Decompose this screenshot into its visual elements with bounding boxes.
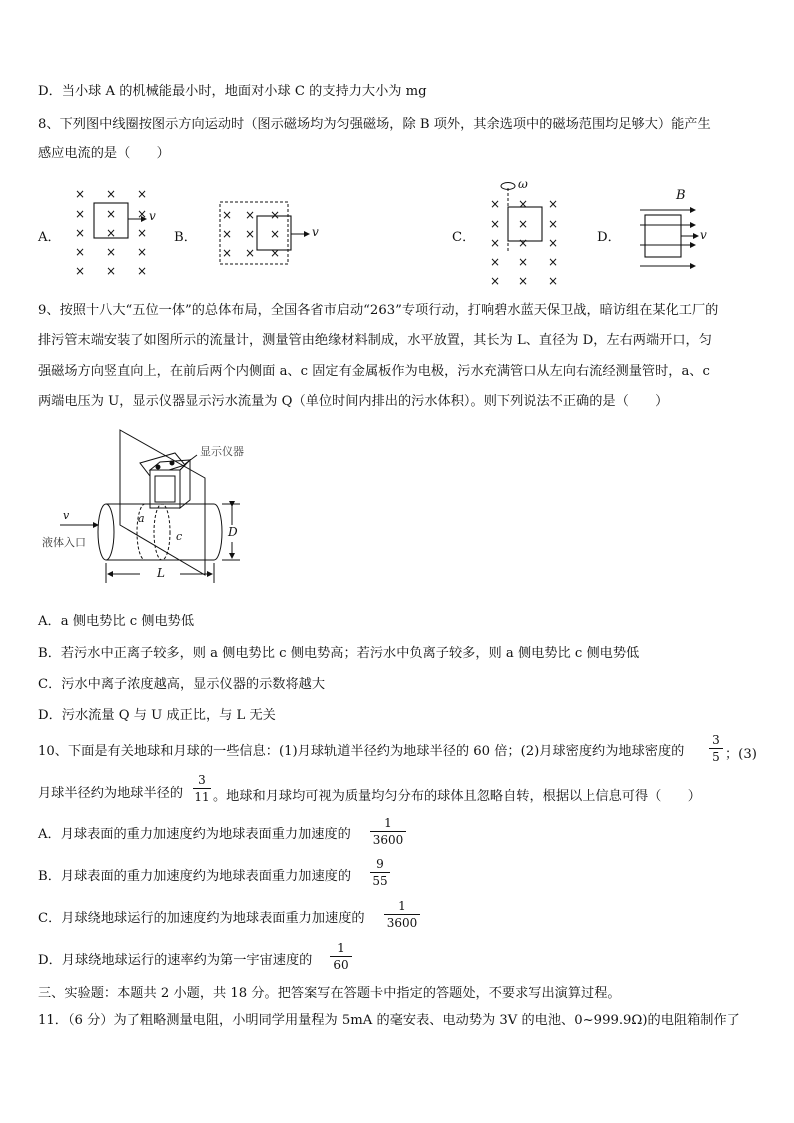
svg-text:×: ×	[106, 226, 117, 240]
q7-option-d: D．当小球 A 的机械能最小时，地面对小球 C 的支持力大小为 mg	[38, 84, 427, 99]
q10-stem-line1-tail: ；(3)	[725, 747, 757, 762]
svg-text:×: ×	[518, 274, 529, 288]
q11-stem-line1: 11．（6 分）为了粗略测量电阻，小明同学用量程为 5mA 的毫安表、电动势为 3V 的电池、0~999.9Ω)的电阻箱制作了	[38, 1013, 740, 1028]
q8-c-omega: ω	[518, 177, 528, 191]
svg-text:×: ×	[106, 264, 117, 278]
svg-text:×: ×	[75, 264, 86, 278]
q8-stem-line1: 8、下列图中线圈按图示方向运动时（图示磁场均为匀强磁场，除 B 项外，其余选项中的磁场范围均足够大）能产生	[38, 117, 711, 132]
svg-text:×: ×	[490, 197, 501, 211]
q8-stem-line2: 感应电流的是（ ）	[38, 146, 170, 161]
q10-stem-line1: 10、下面是有关地球和月球的一些信息：(1)月球轨道半径约为地球半径的 60 倍；(2)月球密度约为地球密度的	[38, 744, 685, 759]
q9-stem-line4: 两端电压为 U，显示仪器显示污水流量为 Q（单位时间内排出的污水体积）。则下列说法不正确的是（ ）	[38, 394, 669, 409]
svg-text:×: ×	[137, 264, 148, 278]
q9-option-c: C．污水中离子浓度越高，显示仪器的示数将越大	[38, 677, 326, 692]
q9-L-label: L	[157, 566, 165, 580]
svg-text:×: ×	[106, 245, 117, 259]
svg-text:×: ×	[490, 236, 501, 250]
q10-option-a: A．月球表面的重力加速度约为地球表面重力加速度的	[38, 827, 351, 842]
q8-a-velocity: v	[149, 209, 156, 223]
q9-a-label: a	[138, 512, 145, 525]
svg-text:×: ×	[518, 217, 529, 231]
svg-text:×: ×	[270, 208, 281, 222]
q9-option-a: A．a 侧电势比 c 侧电势低	[38, 614, 195, 629]
q9-option-d: D．污水流量 Q 与 U 成正比，与 L 无关	[38, 708, 276, 723]
q8-figure-c	[490, 183, 558, 289]
svg-text:×: ×	[490, 217, 501, 231]
q10-option-d: D．月球绕地球运行的速率约为第一宇宙速度的	[38, 953, 313, 968]
svg-text:×: ×	[75, 187, 86, 201]
q10-stem-line2b: 。地球和月球均可视为质量均匀分布的球体且忽略自转，根据以上信息可得（ ）	[213, 789, 701, 804]
svg-text:×: ×	[137, 207, 148, 221]
svg-text:×: ×	[245, 227, 256, 241]
svg-text:×: ×	[245, 208, 256, 222]
q10-option-b-frac: 9 55	[370, 857, 390, 888]
svg-text:×: ×	[106, 207, 117, 221]
svg-text:×: ×	[222, 227, 233, 241]
q8-option-d-label: D．	[597, 230, 621, 245]
svg-text:×: ×	[490, 274, 501, 288]
svg-text:×: ×	[222, 246, 233, 260]
q10-option-c-frac: 1 3600	[384, 899, 420, 930]
svg-text:×: ×	[222, 208, 233, 222]
svg-text:×: ×	[245, 246, 256, 260]
q8-figure-d	[640, 210, 698, 266]
q8-figure-b	[220, 202, 309, 264]
q8-d-velocity: v	[700, 228, 707, 242]
svg-text:×: ×	[75, 245, 86, 259]
q8-option-b-label: B．	[174, 230, 197, 245]
svg-text:×: ×	[518, 197, 529, 211]
q9-display-label: 显示仪器	[200, 445, 244, 458]
svg-text:×: ×	[518, 236, 529, 250]
q10-stem-line2a: 月球半径约为地球半径的	[38, 786, 184, 801]
q9-inlet-label: 液体入口	[42, 536, 86, 549]
q10-option-c: C．月球绕地球运行的加速度约为地球表面重力加速度的	[38, 911, 365, 926]
q8-d-field: B	[676, 188, 686, 203]
q8-option-c-label: C．	[452, 230, 476, 245]
q10-option-b: B．月球表面的重力加速度约为地球表面重力加速度的	[38, 869, 352, 884]
q10-frac-radius: 3 11	[194, 773, 210, 804]
q10-option-a-frac: 1 3600	[370, 816, 406, 847]
q8-b-velocity: v	[312, 225, 319, 239]
svg-text:×: ×	[548, 217, 559, 231]
svg-text:×: ×	[106, 187, 117, 201]
q9-stem-line2: 排污管末端安装了如图所示的流量计，测量管由绝缘材料制成，水平放置，其长为 L、直径为 D，左右两端开口，匀	[38, 333, 712, 348]
svg-text:×: ×	[548, 255, 559, 269]
q9-stem-line1: 9、按照十八大“五位一体”的总体布局，全国各省市启动“263”专项行动，打响碧水蓝天保卫战，暗访组在某化工厂的	[38, 303, 719, 318]
section-3-heading: 三、实验题：本题共 2 小题，共 18 分。把答案写在答题卡中指定的答题处，不要求写出演算过程。	[38, 986, 621, 1001]
q10-frac-density: 3 5	[709, 733, 723, 764]
q8-option-a-label: A．	[38, 230, 61, 245]
svg-text:×: ×	[75, 226, 86, 240]
q9-stem-line3: 强磁场方向竖直向上，在前后两个内侧面 a、c 固定有金属板作为电极，污水充满管口从左向右流经测量管时，a、c	[38, 364, 710, 379]
svg-text:×: ×	[548, 197, 559, 211]
svg-text:×: ×	[518, 255, 529, 269]
svg-text:×: ×	[270, 246, 281, 260]
q9-v-label: v	[63, 509, 70, 522]
q8-figure-a	[75, 187, 147, 278]
q9-D-label: D	[228, 525, 238, 539]
svg-text:×: ×	[548, 274, 559, 288]
q9-c-label: c	[176, 530, 183, 543]
q9-option-b: B．若污水中正离子较多，则 a 侧电势比 c 侧电势高；若污水中负离子较多，则 a 侧电势比 c 侧电势低	[38, 646, 640, 661]
svg-text:×: ×	[75, 207, 86, 221]
q10-option-d-frac: 1 60	[330, 941, 352, 972]
svg-text:×: ×	[137, 187, 148, 201]
svg-text:×: ×	[137, 226, 148, 240]
svg-text:×: ×	[270, 227, 281, 241]
svg-text:×: ×	[548, 236, 559, 250]
svg-text:×: ×	[137, 245, 148, 259]
svg-text:×: ×	[490, 255, 501, 269]
